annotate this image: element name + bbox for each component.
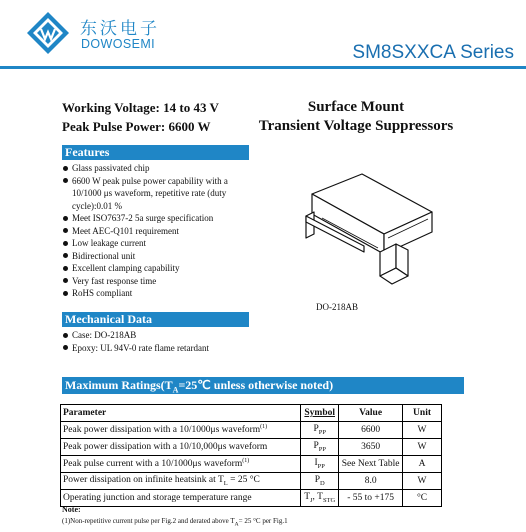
note-text: (1)Non-repetitive current pulse per Fig.2 and derated above $T_A= 25$ °C per Fig.1 <box>62 517 288 528</box>
parameter-cell: Power dissipation on infinite heatsink at $T_L = 25$ °C <box>61 473 301 490</box>
table-row <box>61 473 442 490</box>
document-title-line2: Transient Voltage Suppressors <box>258 118 454 134</box>
symbol-cell: $P_{PP}$ <box>301 439 339 456</box>
column-header-unit: Unit <box>403 405 442 422</box>
unit-cell: °C <box>403 490 442 507</box>
parameter-cell: Peak power dissipation with a 10/1000μs waveform$^{(1)}$ <box>61 422 301 439</box>
unit-cell: W <box>403 439 442 456</box>
header-divider <box>0 66 526 69</box>
value-cell: 8.0 <box>339 473 403 490</box>
parameter-cell: Peak power dissipation with a 10/10,000μs waveform <box>61 439 301 456</box>
feature-item: Meet AEC-Q101 requirement <box>62 225 252 238</box>
mechanical-data-list <box>62 329 262 354</box>
unit-cell: W <box>403 422 442 439</box>
page-header <box>0 0 526 72</box>
package-label: DO-218AB <box>316 302 358 312</box>
feature-item: Meet ISO7637-2 5a surge specification <box>62 212 252 225</box>
value-cell: 3650 <box>339 439 403 456</box>
feature-item: Glass passivated chip <box>62 162 252 175</box>
mechanical-data-heading: Mechanical Data <box>62 312 249 327</box>
brand-name-chinese: 东沃电子 <box>80 19 160 39</box>
symbol-cell: $P_{PP}$ <box>301 422 339 439</box>
mechanical-item: Epoxy: UL 94V-0 rate flame retardant <box>62 342 262 355</box>
symbol-cell: $I_{PP}$ <box>301 456 339 473</box>
table-row <box>61 439 442 456</box>
table-header-row <box>61 405 442 422</box>
feature-item: Very fast response time <box>62 275 252 288</box>
table-row <box>61 456 442 473</box>
table-row <box>61 490 442 507</box>
package-do218ab-icon <box>292 172 442 292</box>
maximum-ratings-table <box>60 404 442 507</box>
column-header-symbol: Symbol <box>301 405 339 422</box>
value-cell: See Next Table <box>339 456 403 473</box>
document-title-line1: Surface Mount <box>307 99 405 115</box>
peak-pulse-power-spec: Peak Pulse Power: 6600 W <box>62 119 211 134</box>
parameter-cell: Operating junction and storage temperature range <box>61 490 301 507</box>
feature-item: 6600 W peak pulse power capability with a 10/1000 μs waveform, repetitive rate (duty cycle):0.01 % <box>62 175 252 213</box>
feature-item: Bidirectional unit <box>62 250 252 263</box>
value-cell: 6600 <box>339 422 403 439</box>
brand-name-english: DOWOSEMI <box>81 37 156 51</box>
feature-item: RoHS compliant <box>62 287 252 300</box>
table-row <box>61 422 442 439</box>
feature-item: Excellent clamping capability <box>62 262 252 275</box>
column-header-parameter: Parameter <box>61 405 301 422</box>
unit-cell: A <box>403 456 442 473</box>
maximum-ratings-heading: Maximum $Ratings(T_A=25℃$ unless otherwise noted) <box>62 377 464 394</box>
parameter-cell: Peak pulse current with a 10/1000μs waveform$^{(1)}$ <box>61 456 301 473</box>
note-title: Note: <box>62 505 81 514</box>
working-voltage-spec: Working Voltage: 14 to 43 V <box>62 100 219 115</box>
features-list <box>62 162 252 300</box>
feature-item: Low leakage current <box>62 237 252 250</box>
dowosemi-logo-icon <box>26 11 70 55</box>
features-heading: Features <box>62 145 249 160</box>
symbol-cell: $T_J$, $T_{STG}$ <box>301 490 339 507</box>
mechanical-item: Case: DO-218AB <box>62 329 262 342</box>
series-title: SM8SXXCA Series <box>352 42 514 63</box>
column-header-value: Value <box>339 405 403 422</box>
unit-cell: W <box>403 473 442 490</box>
value-cell: - 55 to +175 <box>339 490 403 507</box>
symbol-cell: $P_D$ <box>301 473 339 490</box>
